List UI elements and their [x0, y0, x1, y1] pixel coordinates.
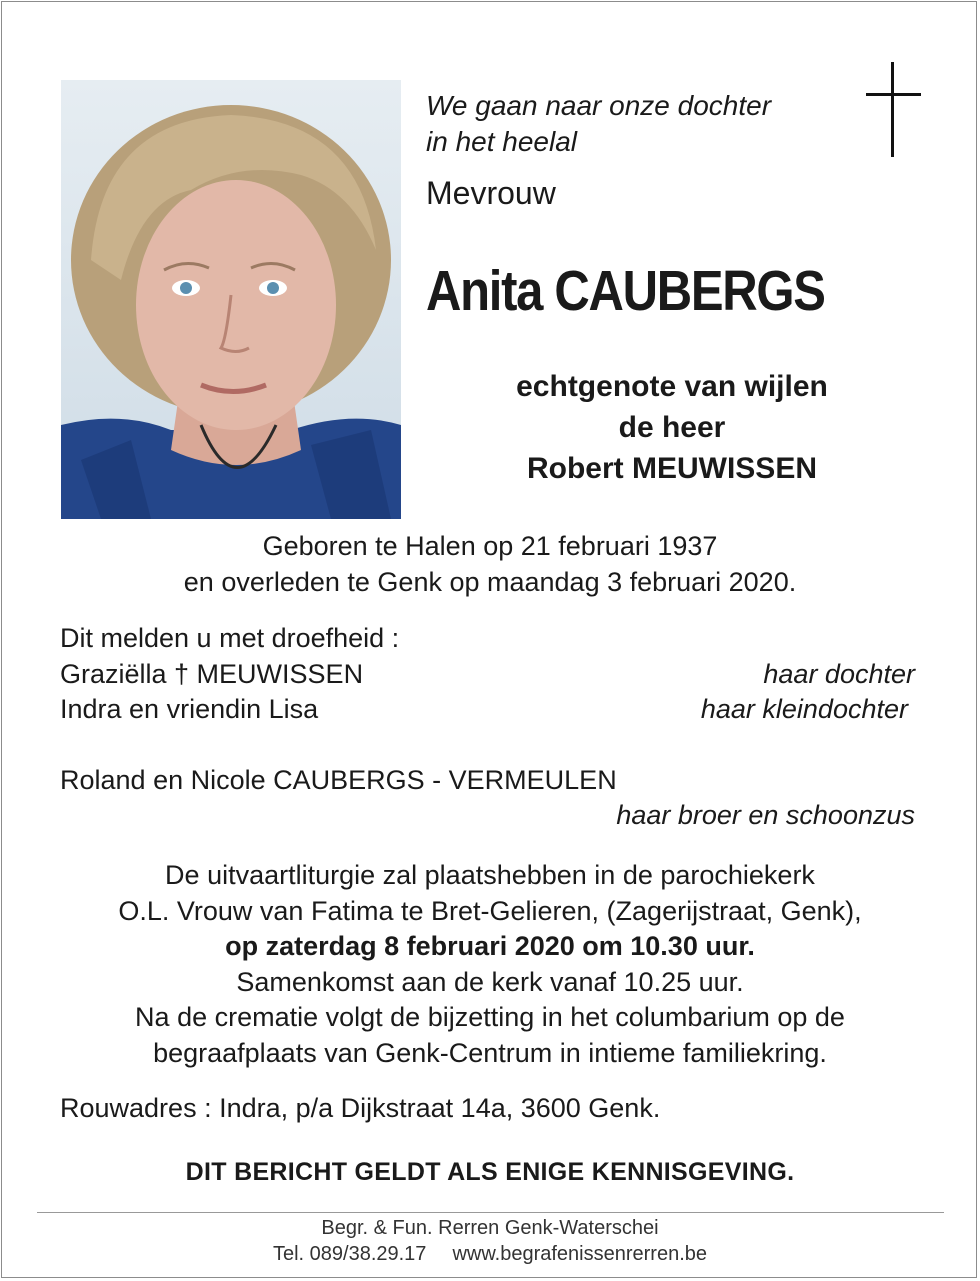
ceremony-line: Samenkomst aan de kerk vanaf 10.25 uur. [236, 966, 744, 997]
official-notice: DIT BERICHT GELDT ALS ENIGE KENNISGEVING. [185, 1158, 795, 1186]
funeral-home-footer [0, 1215, 980, 1267]
spouse-line: echtgenote van wijlen [516, 370, 828, 403]
spouse-line: de heer [618, 411, 726, 444]
mourner-row [60, 691, 915, 727]
memorial-quote [426, 88, 771, 160]
cross-icon [891, 62, 894, 157]
ceremony-details [0, 858, 980, 1071]
mourner-relation: haar kleindochter [700, 694, 908, 724]
funeral-home-contact [0, 1241, 980, 1267]
birth-line: Geboren te Halen op 21 februari 1937 [262, 531, 718, 561]
ceremony-line: Na de crematie volgt de bijzetting in het columbarium op de [135, 1002, 845, 1032]
ceremony-date: op zaterdag 8 februari 2020 om 10.30 uur. [225, 931, 755, 961]
mourner-relation: haar dochter [763, 659, 915, 689]
mourner-name: Graziëlla † MEUWISSEN [60, 659, 364, 689]
quote-line: in het heelal [426, 126, 578, 157]
life-dates [0, 528, 980, 600]
mourner-name: Indra en vriendin Lisa [60, 694, 319, 724]
salutation: Mevrouw [426, 175, 556, 211]
death-line: en overleden te Genk op maandag 3 februari 2020. [183, 567, 797, 597]
mourner-relation: haar broer en schoonzus [616, 800, 915, 830]
deceased-name: Anita CAUBERGS [426, 259, 825, 323]
divider [37, 1212, 944, 1213]
spouse-block [466, 366, 878, 489]
mourner-name: Roland en Nicole CAUBERGS - VERMEULEN [60, 765, 617, 795]
funeral-home-name: Begr. & Fun. Rerren Genk-Waterschei [321, 1217, 659, 1239]
announcement-intro: Dit melden u met droefheid : [60, 623, 400, 653]
spouse-name: Robert MEUWISSEN [526, 452, 817, 485]
ceremony-line: O.L. Vrouw van Fatima te Bret-Gelieren, (Zagerijstraat, Genk), [118, 895, 862, 926]
mourner-row [60, 656, 915, 692]
funeral-home-website[interactable]: www.begrafenissenrerren.be [452, 1243, 708, 1265]
cross-icon-bar [866, 93, 921, 96]
portrait-photo [61, 80, 401, 519]
ceremony-line: De uitvaartliturgie zal plaatshebben in de parochiekerk [165, 860, 815, 890]
quote-line: We gaan naar onze dochter [426, 90, 772, 121]
ceremony-line: begraafplaats van Genk-Centrum in intieme familiekring. [153, 1037, 827, 1068]
funeral-home-phone: Tel. 089/38.29.17 [272, 1243, 427, 1265]
mourning-address: Rouwadres : Indra, p/a Dijkstraat 14a, 3600 Genk. [60, 1093, 661, 1123]
